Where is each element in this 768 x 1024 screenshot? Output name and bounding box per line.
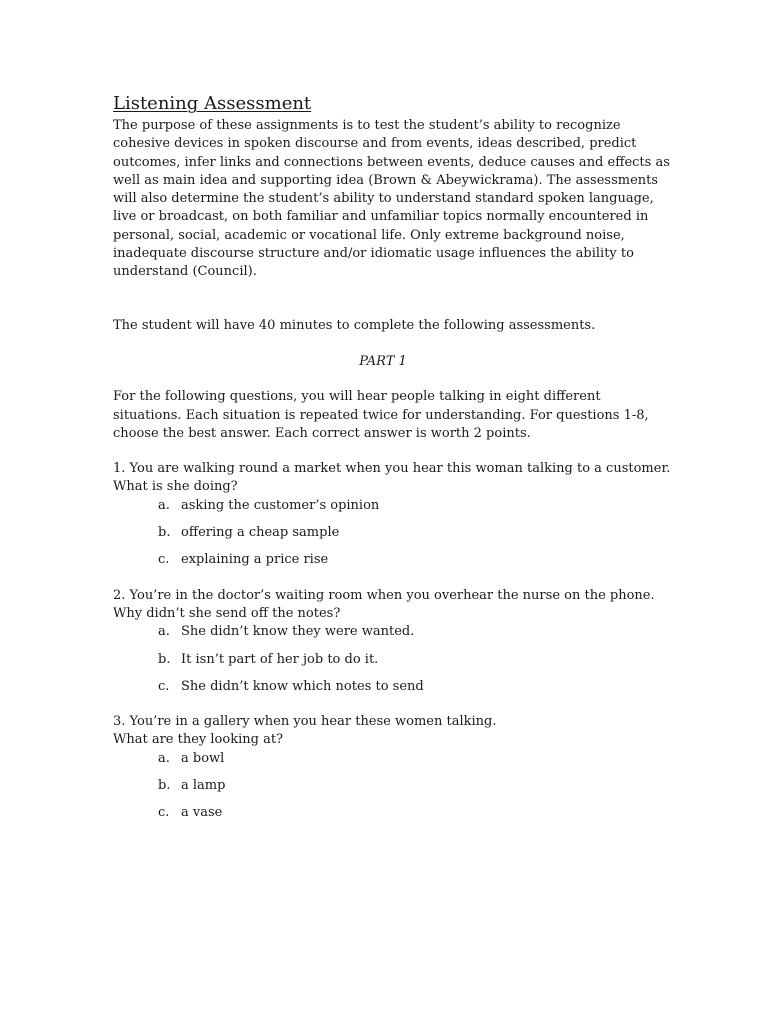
option-text: She didn’t know which notes to send xyxy=(181,678,424,694)
question-line-1: 1. You are walking round a market when you hear this woman talking to a customer. xyxy=(113,461,671,477)
option-text: explaining a price rise xyxy=(181,552,329,568)
document-title: Listening Assessment xyxy=(113,93,312,114)
option-letter: b. xyxy=(158,651,171,667)
option-c xyxy=(113,678,673,696)
part-heading: PART 1 xyxy=(359,353,407,369)
question-line-1: 2. You’re in the doctor’s waiting room when you overhear the nurse on the phone. xyxy=(113,587,655,603)
option-letter: b. xyxy=(158,778,171,794)
option-letter: a. xyxy=(158,497,170,513)
intro-paragraph: The purpose of these assignments is to test the student’s ability to recognize cohesive devices in spoken discourse and from events, ideas described, predict outcomes, infer links and connections between events, deduce causes and effects as well as main idea and supporting idea (Brown & Abeywickrama). The assessments will also determine the student’s ability to understand standard spoken language, live or broadcast, on both familiar and unfamiliar topics normally encountered in personal, social, academic or vocational life. Only extreme background noise, inadequate discourse structure and/or idiomatic usage influences the ability to understand (Council). xyxy=(113,118,670,280)
question-3 xyxy=(113,713,673,822)
option-letter: b. xyxy=(158,525,171,541)
option-text: It isn’t part of her job to do it. xyxy=(181,651,379,667)
question-line-2: What are they looking at? xyxy=(113,732,284,748)
option-letter: c. xyxy=(158,805,170,821)
option-letter: a. xyxy=(158,750,170,766)
option-b xyxy=(113,651,673,669)
option-text: asking the customer’s opinion xyxy=(181,497,380,513)
question-prompt xyxy=(113,587,673,624)
option-b xyxy=(113,524,673,542)
option-text: She didn’t know they were wanted. xyxy=(181,624,415,640)
option-letter: c. xyxy=(158,678,170,694)
time-note: The student will have 40 minutes to complete the following assessments. xyxy=(113,317,596,333)
option-letter: c. xyxy=(158,552,170,568)
option-a xyxy=(113,497,673,515)
question-1 xyxy=(113,460,673,569)
option-text: a bowl xyxy=(181,750,225,766)
option-c xyxy=(113,804,673,822)
question-line-2: Why didn’t she send off the notes? xyxy=(113,605,341,621)
options-list xyxy=(113,497,673,570)
option-b xyxy=(113,777,673,795)
option-a xyxy=(113,750,673,768)
option-text: offering a cheap sample xyxy=(181,525,340,541)
option-c xyxy=(113,551,673,569)
option-a xyxy=(113,623,673,641)
options-list xyxy=(113,623,673,696)
option-text: a vase xyxy=(181,805,223,821)
option-text: a lamp xyxy=(181,778,226,794)
question-line-2: What is she doing? xyxy=(113,479,238,495)
options-list xyxy=(113,750,673,823)
question-prompt xyxy=(113,713,673,750)
option-letter: a. xyxy=(158,624,170,640)
question-2 xyxy=(113,587,673,696)
question-line-1: 3. You’re in a gallery when you hear these women talking. xyxy=(113,714,497,730)
instructions-paragraph: For the following questions, you will hear people talking in eight different situations. Each situation is repeated twice for understanding. For questions 1-8, choose the best answer. Each correct answer is worth 2 points. xyxy=(113,389,649,441)
question-prompt xyxy=(113,460,673,497)
document-page xyxy=(113,93,673,823)
